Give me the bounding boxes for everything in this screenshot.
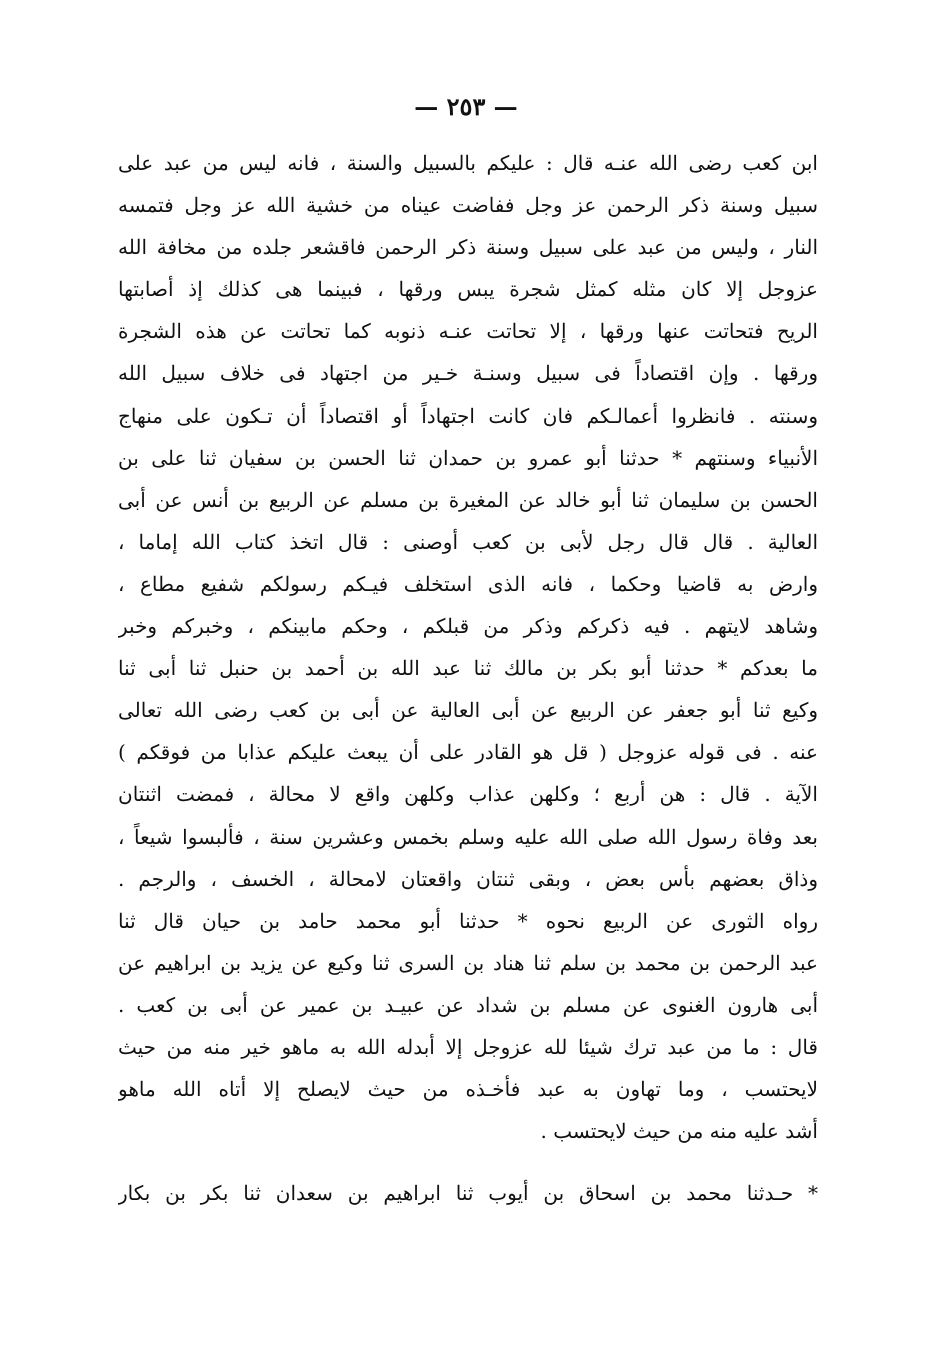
text-line: بعد وفاة رسول الله صلى الله عليه وسلم بخمس وعشرين سنة ، فألبسوا شيعاً ، [118,824,818,849]
text-line: وشاهد لايتهم . فيه ذكركم وذكر من قبلكم ، وحكم مابينكم ، وخبركم وخبر [118,614,818,639]
body-text [118,142,818,1152]
text-line: رواه الثورى عن الربيع نحوه * حدثنا أبو محمد حامد بن حيان قال ثنا [118,908,818,933]
text-line: ابن كعب رضى الله عنـه قال : عليكم بالسبيل والسنة ، فانه ليس من عبد على [118,151,818,175]
text-line: الريح فتحاتت عنها ورقها ، إلا تحاتت عنـه ذنوبه كما تحاتت عن هذه الشجرة [118,319,818,344]
footer-line: * حـدثنا محمد بن اسحاق بن أيوب ثنا ابراهيم بن سعدان ثنا بكر بن بكار [118,1181,818,1205]
text-line: وسنته . فانظروا أعمالـكم فان كانت اجتهاداً أو اقتصاداً أن تـكون على منهاج [118,403,818,428]
text-line: قال : ما من عبد ترك شيئا لله عزوجل إلا أبدله الله به ماهو خير منه من حيث [118,1034,818,1059]
text-line: وذاق بعضهم بأس بعض ، وبقى ثنتان واقعتان لامحالة ، الخسف ، والرجم . [118,866,818,891]
text-line: ورقها . وإن اقتصاداً فى سبيل وسنـة خـير من اجتهاد فى خلاف سبيل الله [118,361,818,386]
text-line: العالية . قال قال رجل لأبى بن كعب أوصنى : قال اتخذ كتاب الله إماما ، [118,529,818,554]
text-line: الآية . قال : هن أربع ؛ وكلهن عذاب وكلهن واقع لا محالة ، فمضت اثنتان [118,782,818,807]
text-line: لايحتسب ، وما تهاون به عبد فأخـذه من حيث لايصلح إلا أتاه الله ماهو [118,1077,818,1102]
text-line: وكيع ثنا أبو جعفر عن الربيع عن أبى العالية عن أبى بن كعب رضى الله تعالى [118,698,818,723]
text-line: سبيل وسنة ذكر الرحمن عز وجل ففاضت عيناه من خشية الله عز وجل فتمسه [118,193,818,218]
text-line: وارض به قاضيا وحكما ، فانه الذى استخلف فيـكم رسولكم شفيع مطاع ، [118,571,818,596]
text-line: النار ، وليس من عبد على سبيل وسنة ذكر الرحمن فاقشعر جلده من مخافة الله [118,235,818,260]
text-line: الأنبياء وسنتهم * حدثنا أبو عمرو بن حمدان ثنا الحسن بن سفيان ثنا على بن [118,445,818,470]
text-line: عزوجل إلا كان مثله كمثل شجرة يبس ورقها ، فبينما هى كذلك إذ أصابتها [118,277,818,302]
text-line-last: أشد عليه منه من حيث لايحتسب . [540,1119,818,1144]
text-line: الحسن بن سليمان ثنا أبو خالد عن المغيرة بن مسلم عن الربيع بن أنس عن أبى [118,487,818,512]
text-line: عنه . فى قوله عزوجل ( قل هو القادر على أن يبعث عليكم عذابا من فوقكم ) [118,740,818,765]
text-line: أبى هارون الغنوى عن مسلم بن شداد عن عبيـد بن عمير عن أبى بن كعب . [118,992,818,1017]
text-line: ما بعدكم * حدثنا أبو بكر بن مالك ثنا عبد الله بن أحمد بن حنبل ثنا أبى ثنا [118,656,818,681]
text-line: عبد الرحمن بن محمد بن سلم ثنا هناد بن السرى ثنا وكيع عن يزيد بن ابراهيم عن [118,950,818,975]
page-number: — ٢٥٣ — [414,92,518,121]
